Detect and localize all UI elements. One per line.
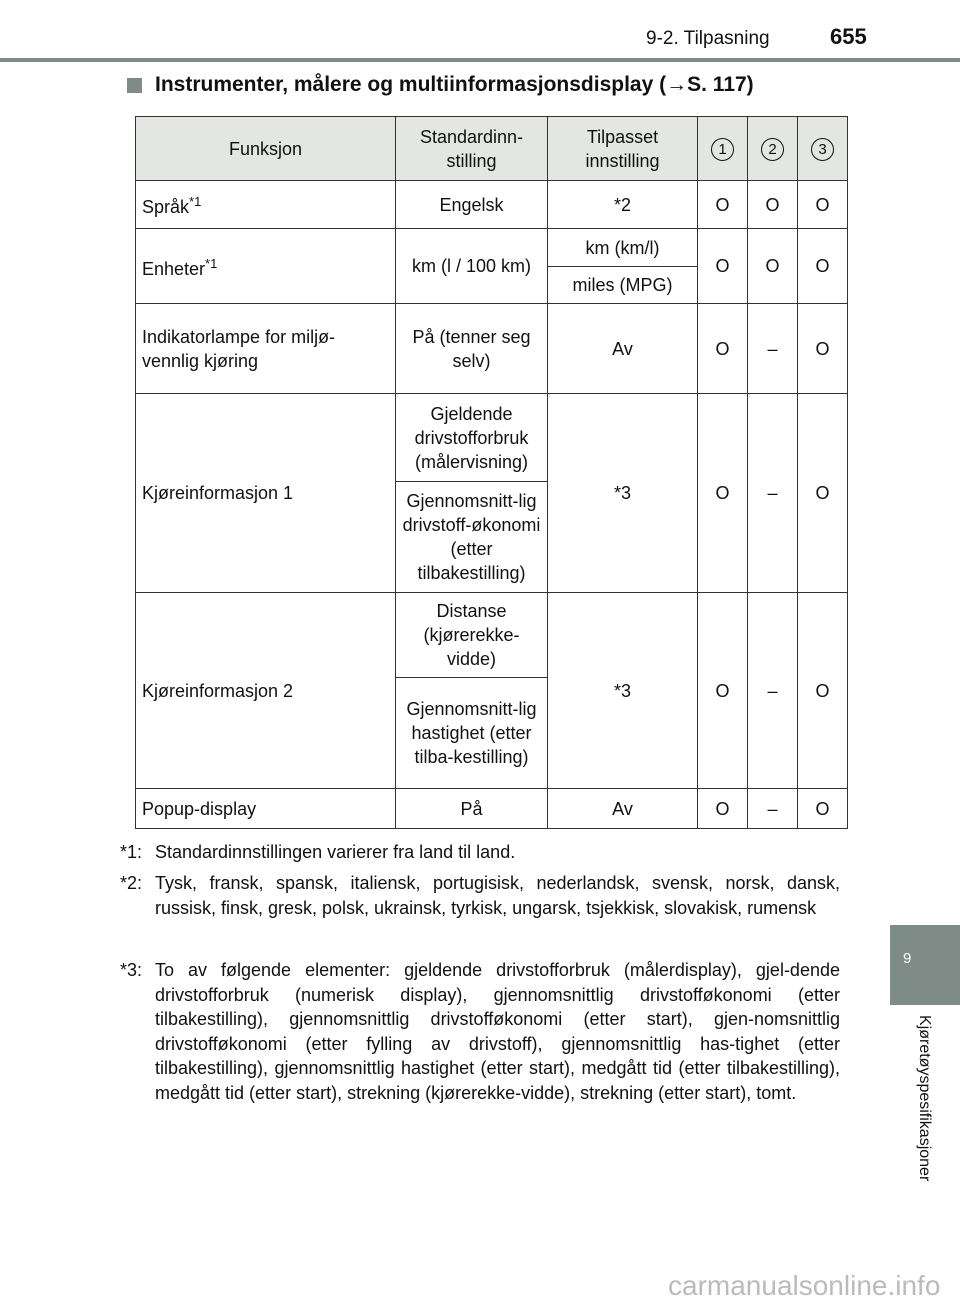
header-c1: 1 xyxy=(698,117,748,181)
cell-function: Kjøreinformasjon 2 xyxy=(136,593,396,789)
header-rule xyxy=(0,58,960,62)
cell-c1: O xyxy=(698,181,748,229)
cell-function: Språk$^{*1}$ xyxy=(136,181,396,229)
cell-c3: O xyxy=(798,593,848,789)
section-header: 9-2. Tilpasning xyxy=(646,28,770,49)
table-row xyxy=(136,593,848,678)
cell-c1: O xyxy=(698,229,748,304)
cell-default: På (tenner seg selv) xyxy=(396,304,548,394)
cell-custom: Av xyxy=(548,789,698,829)
chapter-number: 9 xyxy=(903,950,912,967)
cell-c3: O xyxy=(798,181,848,229)
table-header xyxy=(136,117,848,181)
cell-c2: – xyxy=(748,789,798,829)
cell-function: Popup-display xyxy=(136,789,396,829)
cell-c3: O xyxy=(798,229,848,304)
cell-c2: – xyxy=(748,304,798,394)
cell-c2: O xyxy=(748,181,798,229)
cell-custom: Av xyxy=(548,304,698,394)
table-row xyxy=(136,394,848,482)
cell-custom: miles (MPG) xyxy=(548,267,698,304)
section-title xyxy=(127,73,754,97)
table-row xyxy=(136,789,848,829)
header-c2: 2 xyxy=(748,117,798,181)
cell-c2: – xyxy=(748,394,798,593)
square-bullet-icon xyxy=(127,78,142,93)
cell-default: Gjeldende drivstofforbruk (målervisning) xyxy=(396,394,548,482)
cell-c3: O xyxy=(798,394,848,593)
cell-default: Engelsk xyxy=(396,181,548,229)
header-function: Funksjon xyxy=(136,117,396,181)
table-row xyxy=(136,181,848,229)
cell-c2: – xyxy=(748,593,798,789)
cell-c3: O xyxy=(798,789,848,829)
table-row xyxy=(136,304,848,394)
cell-c1: O xyxy=(698,304,748,394)
header-custom: Tilpasset innstilling xyxy=(548,117,698,181)
header-default: Standardinn-stilling xyxy=(396,117,548,181)
cell-c1: O xyxy=(698,394,748,593)
watermark: carmanualsonline.info xyxy=(668,1270,941,1301)
cell-default: Gjennomsnitt-lig hastighet (etter tilba-kestilling) xyxy=(396,678,548,789)
cell-default: km (l / 100 km) xyxy=(396,229,548,304)
table-row xyxy=(136,229,848,267)
footnote-3: *3: To av følgende elementer: gjeldende drivstofforbruk (målerdisplay), gjel-dende drivstofforbruk (numerisk display), gjennomsnittlig drivstofføkonomi (etter tilbakestilling), gjennomsnittlig drivstofføkonomi (etter start), gjen-nomsnittlig drivstofføkonomi (etter fylling av drivstoff), gjennomsnittlig has-tighet (etter tilbakestilling), gjennomsnittlig hastighet (etter start), medgått tid (etter tilbakestilling), medgått tid (etter start), strekning (kjørerekke-vidde), strekning (etter start), tomt. xyxy=(120,960,840,1103)
cell-default: På xyxy=(396,789,548,829)
settings-table xyxy=(135,116,848,829)
cell-c3: O xyxy=(798,304,848,394)
section-title-text: Instrumenter, målere og multiinformasjonsdisplay (→S. 117) xyxy=(155,73,754,96)
cell-custom: *3 xyxy=(548,394,698,593)
footnote-2: *2: Tysk, fransk, spansk, italiensk, portugisisk, nederlandsk, svensk, norsk, dansk, russisk, finsk, gresk, polsk, ukrainsk, tyrkisk, ungarsk, tsjekkisk, slovakisk, rumensk xyxy=(120,873,840,918)
cell-c2: O xyxy=(748,229,798,304)
header-c3: 3 xyxy=(798,117,848,181)
page-number: 655 xyxy=(830,24,867,49)
cell-custom: *2 xyxy=(548,181,698,229)
cell-c1: O xyxy=(698,789,748,829)
cell-function: Indikatorlampe for miljø-vennlig kjøring xyxy=(136,304,396,394)
footnote-1: *1: Standardinnstillingen varierer fra land til land. xyxy=(120,842,516,862)
cell-default: Distanse (kjørerekke-vidde) xyxy=(396,593,548,678)
cell-default: Gjennomsnitt-lig drivstoff-økonomi (etter tilbakestilling) xyxy=(396,482,548,593)
chapter-tab[interactable] xyxy=(890,925,960,1005)
cell-custom: km (km/l) xyxy=(548,229,698,267)
cell-custom: *3 xyxy=(548,593,698,789)
cell-function: Enheter$^{*1}$ xyxy=(136,229,396,304)
chapter-label: Kjøretøyspesifikasjoner xyxy=(916,1015,933,1182)
cell-c1: O xyxy=(698,593,748,789)
cell-function: Kjøreinformasjon 1 xyxy=(136,394,396,593)
